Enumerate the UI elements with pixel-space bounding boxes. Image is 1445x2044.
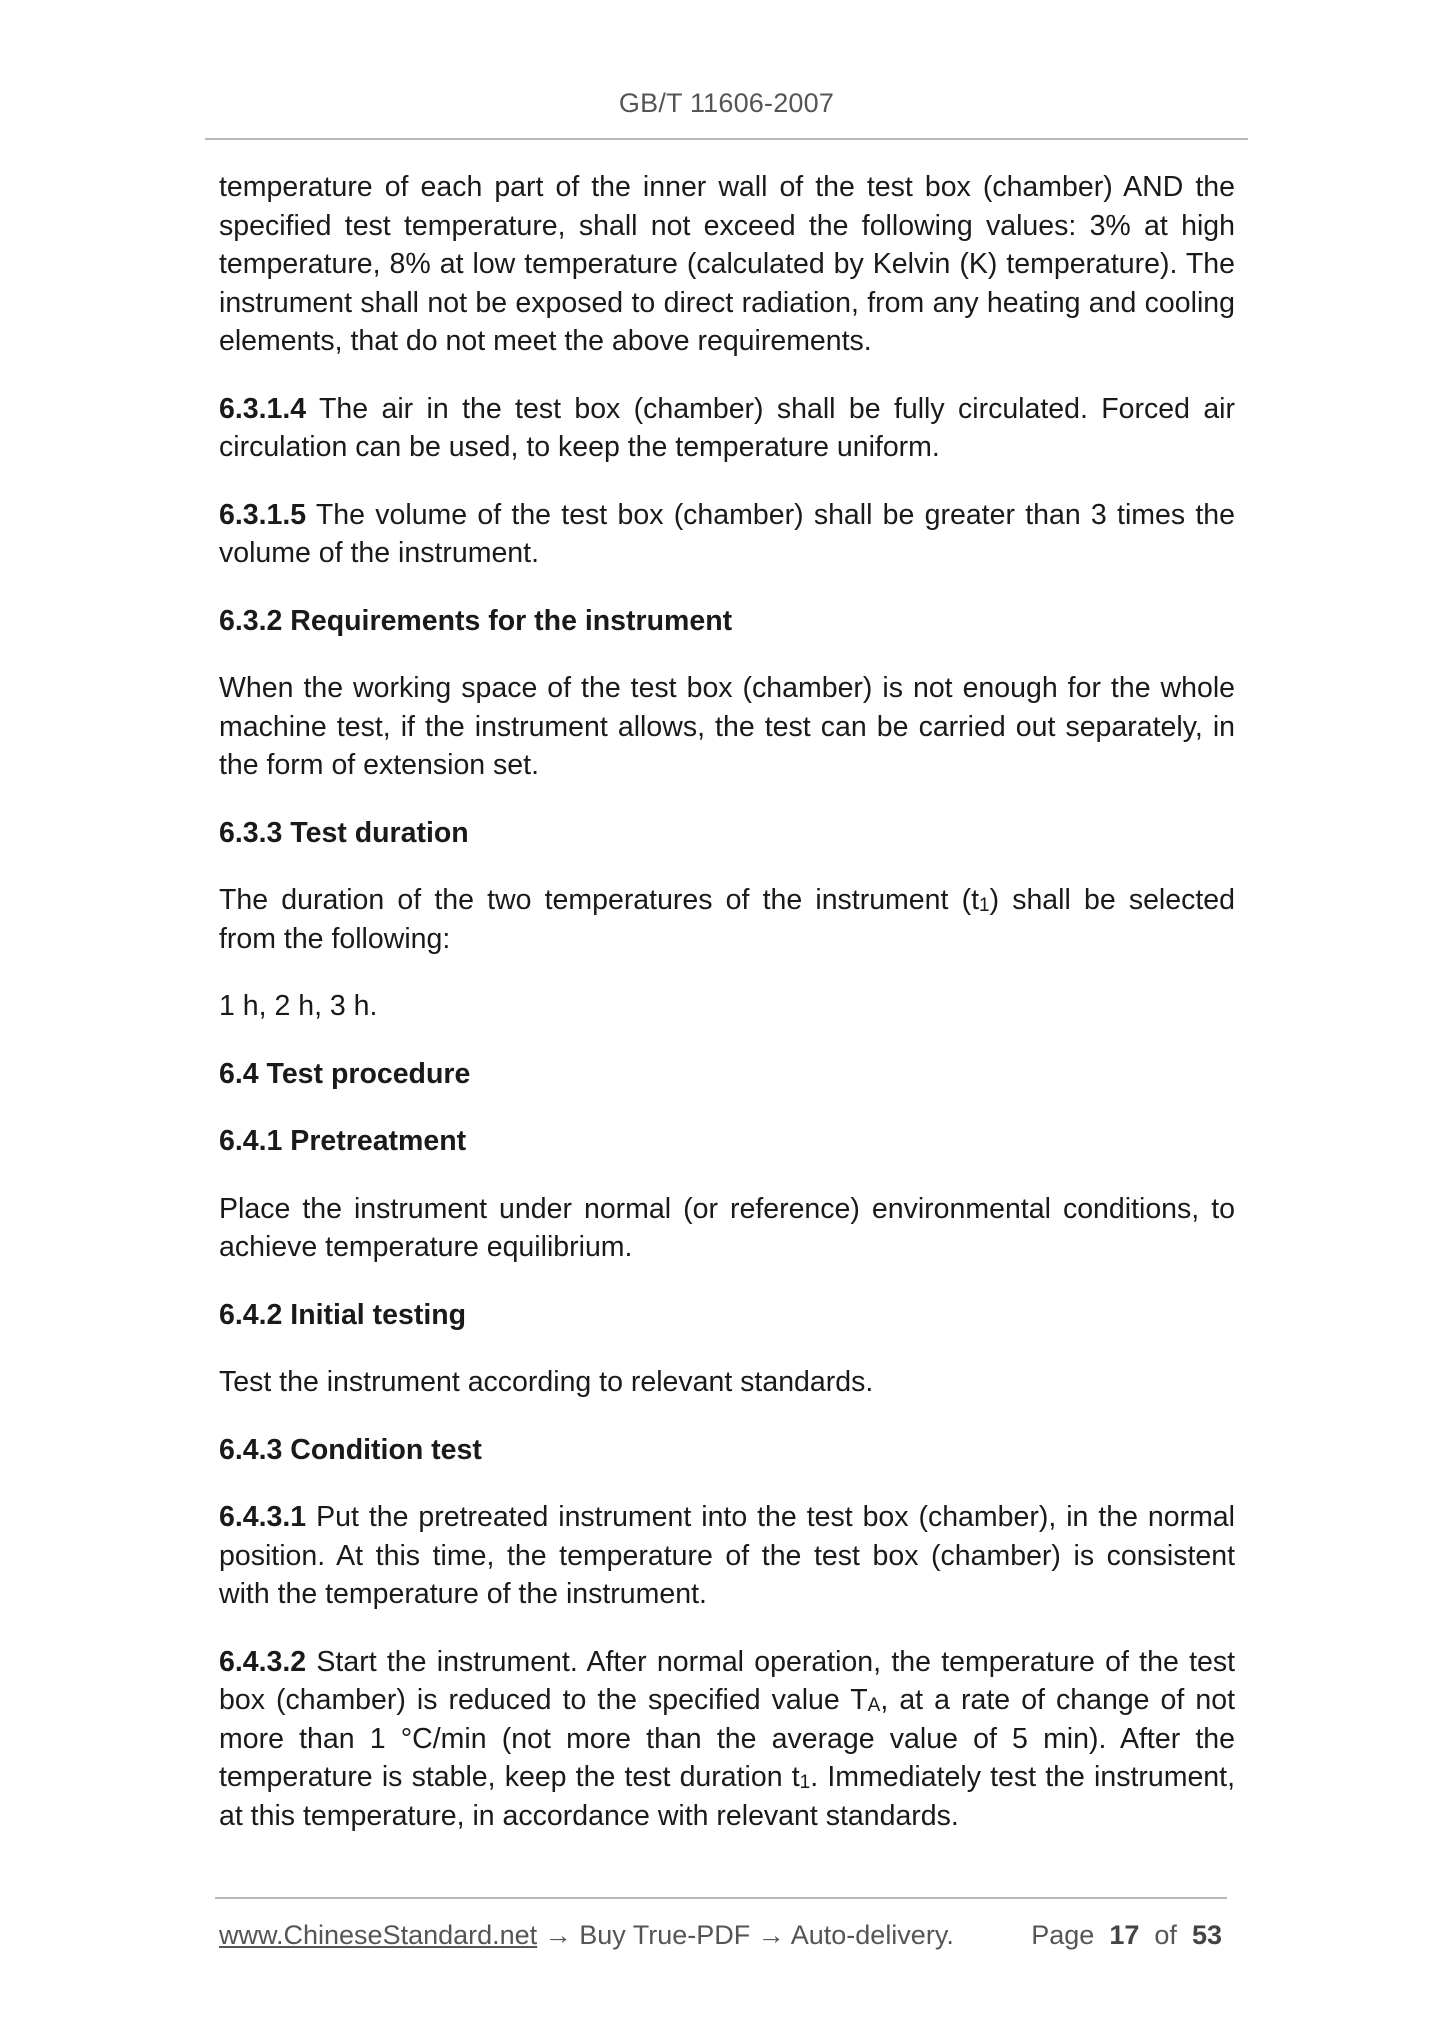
subscript: 1 [799,1772,811,1793]
text-run: . Immediately test the instrument, at this temperature, in accordance with relevant standards. [219,1761,1235,1832]
page-number [1031,1920,1222,1951]
clause-text: The air in the test box (chamber) shall be fully circulated. Forced air circulation can be used, to keep the temperature uniform. [219,392,1235,463]
heading-6-4-3: 6.4.3 Condition test [219,1433,482,1466]
document-body [219,168,1235,1864]
clause-6-4-3-1 [219,1498,1235,1614]
text-run: , at a rate of change of not more than 1 °C/min (not more than the average value of 5 min). After the temperature is stable, keep the test duration t [219,1684,1235,1793]
clause-number: 6.3.1.5 [219,498,307,531]
subscript: 1 [978,895,990,916]
paragraph-continuation: temperature of each part of the inner wall of the test box (chamber) AND the specified test temperature, shall not exceed the following values: 3% at high temperature, 8% at low temperature (calculated by Kelvin (K) temperature). The instrument shall not be exposed to direct radiation, from any heating and cooling elements, that do not meet the above requirements. [219,171,1235,357]
clause-number: 6.3.1.4 [219,392,307,425]
heading-6-4-1: 6.4.1 Pretreatment [219,1125,467,1157]
paragraph-6-4-2: Test the instrument according to relevant standards. [219,1366,874,1398]
of-label: of [1154,1920,1177,1950]
header-divider [205,138,1248,140]
text-run: ) shall be selected from the following: [219,884,1235,955]
text-run: Start the instrument. After normal operation, the temperature of the test box (chamber) is reduced to the specified value T [219,1645,1235,1716]
clause-6-3-1-5 [219,496,1235,573]
document-header-title: GB/T 11606-2007 [618,88,835,118]
paragraph-6-3-2: When the working space of the test box (chamber) is not enough for the whole machine test, if the instrument allows, the test can be carried out separately, in the form of extension set. [219,672,1235,781]
footer-divider [215,1897,1227,1899]
footer-promo [219,1920,954,1951]
heading-6-4-2: 6.4.2 Initial testing [219,1298,467,1331]
footer-promo-text: → Buy True-PDF → Auto-delivery. [537,1920,954,1950]
page-label: Page [1031,1920,1095,1950]
page-current: 17 [1109,1920,1140,1950]
clause-6-4-3-2 [219,1643,1235,1836]
clause-number: 6.4.3.1 [219,1501,307,1533]
page-total: 53 [1191,1920,1222,1950]
heading-6-4: 6.4 Test procedure [219,1057,471,1090]
paragraph-6-3-3 [219,881,1235,958]
clause-text: The volume of the test box (chamber) shall be greater than 3 times the volume of the instrument. [219,498,1235,569]
duration-values: 1 h, 2 h, 3 h. [219,990,378,1022]
text-run: The duration of the two temperatures of the instrument (t [219,884,979,916]
paragraph-6-4-1: Place the instrument under normal (or reference) environmental conditions, to achieve temperature equilibrium. [219,1192,1235,1263]
clause-6-3-1-4 [219,390,1235,467]
heading-6-3-3: 6.3.3 Test duration [219,816,469,849]
heading-6-3-2: 6.3.2 Requirements for the instrument [219,604,733,637]
website-link[interactable]: www.ChineseStandard.net [219,1920,538,1950]
clause-text: Put the pretreated instrument into the test box (chamber), in the normal position. At this time, the temperature of the test box (chamber) is consistent with the temperature of the instrument. [219,1501,1235,1610]
subscript: A [867,1695,881,1716]
page-footer [219,1920,1227,1960]
clause-number: 6.4.3.2 [219,1645,307,1678]
